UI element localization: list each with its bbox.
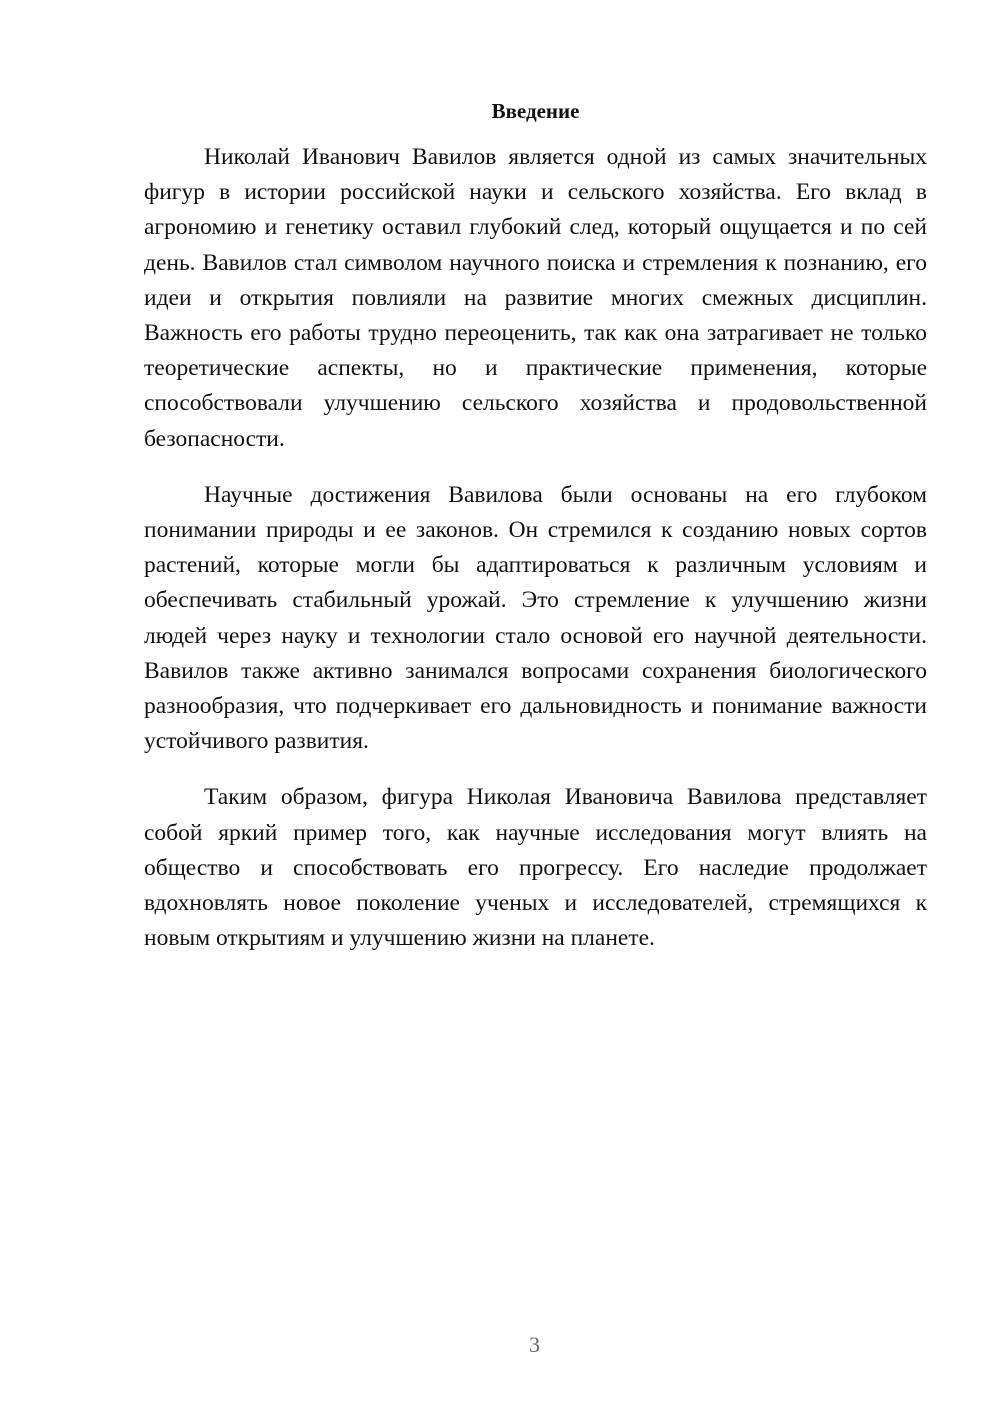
paragraph-2: Научные достижения Вавилова были основаны на его глубоком понимании природы и ее законов. Он стремился к созданию новых сортов растений, которые могли бы адаптироваться к различным условиям и обеспечивать стабильный урожай. Это стремление к улучшению жизни людей через науку и технологии стало основой его научной деятельности. Вавилов также активно занимался вопросами сохранения биологического разнообразия, что подчеркивает его дальновидность и понимание важности устойчивого развития. bbox=[144, 481, 927, 755]
paragraph-1: Николай Иванович Вавилов является одной из самых значительных фигур в истории российской науки и сельского хозяйства. Его вклад в агрономию и генетику оставил глубокий след, который ощущается и по сей день. Вавилов стал символом научного поиска и стремления к познанию, его идеи и открытия повлияли на развитие многих смежных дисциплин. Важность его работы трудно переоценить, так как она затрагивает не только теоретические аспекты, но и практические применения, которые способствовали улучшению сельского хозяйства и продовольственной безопасности. bbox=[144, 144, 927, 452]
page-number: 3 bbox=[529, 1332, 540, 1357]
section-heading: Введение bbox=[491, 99, 580, 123]
paragraph-3: Таким образом, фигура Николая Ивановича Вавилова представляет собой яркий пример того, как научные исследования могут влиять на общество и способствовать его прогрессу. Его наследие продолжает вдохновлять новое поколение ученых и исследователей, стремящихся к новым открытиям и улучшению жизни на планете. bbox=[144, 784, 927, 952]
page-content bbox=[144, 96, 927, 977]
